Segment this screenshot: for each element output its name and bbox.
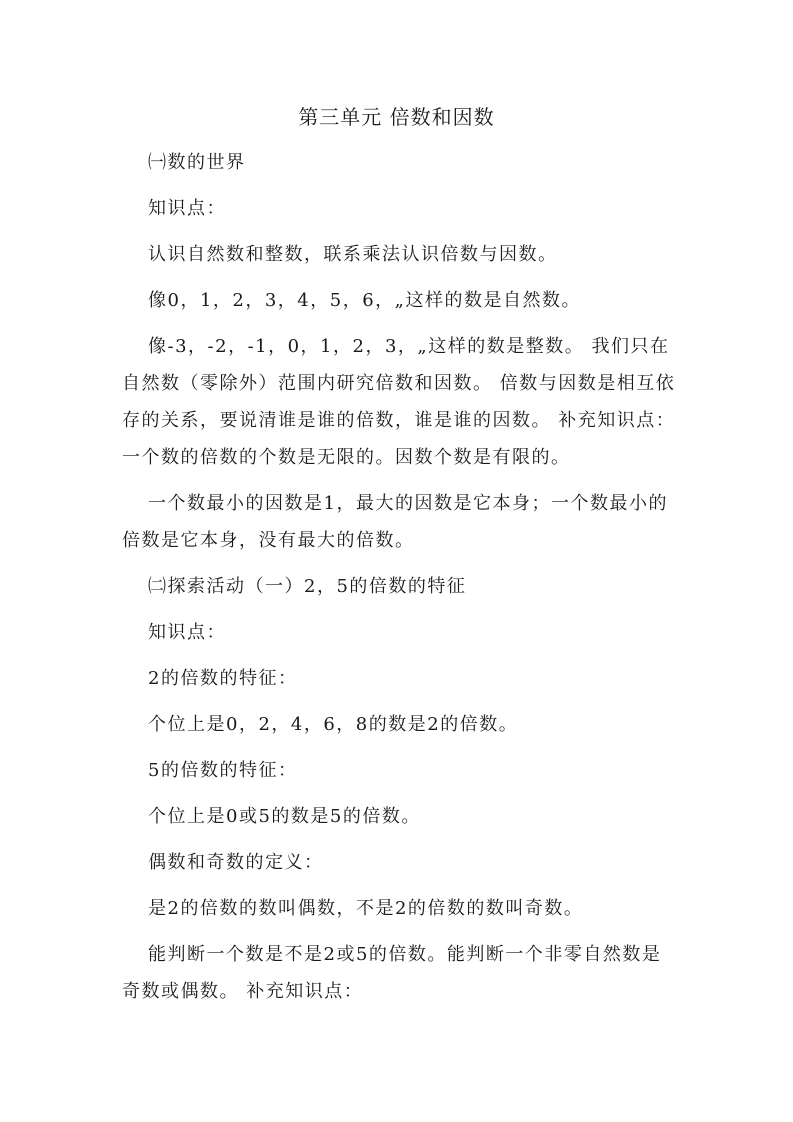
paragraph-judge-and-supplement: 能判断一个数是不是2或5的倍数。能判断一个非零自然数是奇数或偶数。 补充知识点： [122, 944, 662, 1002]
section-heading-number-world: ㈠数的世界 [148, 152, 246, 173]
paragraph-even-odd-heading: 偶数和奇数的定义： [148, 852, 324, 873]
knowledge-label-2: 知识点： [148, 622, 226, 643]
document-title: 第三单元 倍数和因数 [298, 105, 495, 129]
paragraph-integers-and-factors: 像-3，-2，-1，0，1，2，3，„这样的数是整数。 我们只在自然数（零除外）范围内研究倍数和因数。 倍数与因数是相互依存的关系，要说清谁是谁的倍数，谁是谁的因数。 补充知识点：一个数的倍数的个数是无限的。因数个数是有限的。 [122, 336, 676, 468]
section-heading-explore-2-5: ㈡探索活动（一）2，5的倍数的特征 [148, 576, 467, 597]
paragraph-multiple-of-5-rule: 个位上是0或5的数是5的倍数。 [148, 806, 421, 827]
document-body [122, 144, 677, 1010]
paragraph-even-odd-definition: 是2的倍数的数叫偶数，不是2的倍数的数叫奇数。 [148, 898, 584, 919]
paragraph-multiple-of-2-heading: 2的倍数的特征： [148, 668, 298, 689]
knowledge-label: 知识点： [148, 198, 226, 219]
paragraph-multiple-of-2-rule: 个位上是0，2，4，6，8的数是2的倍数。 [148, 714, 519, 735]
paragraph-natural-numbers: 像0，1，2，3，4，5，6，„这样的数是自然数。 [148, 290, 581, 311]
paragraph-smallest-largest: 一个数最小的因数是1，最大的因数是它本身；一个数最小的倍数是它本身，没有最大的倍数。 [122, 493, 668, 551]
paragraph-natural-integer-intro: 认识自然数和整数，联系乘法认识倍数与因数。 [148, 244, 558, 265]
paragraph-multiple-of-5-heading: 5的倍数的特征： [148, 760, 298, 781]
